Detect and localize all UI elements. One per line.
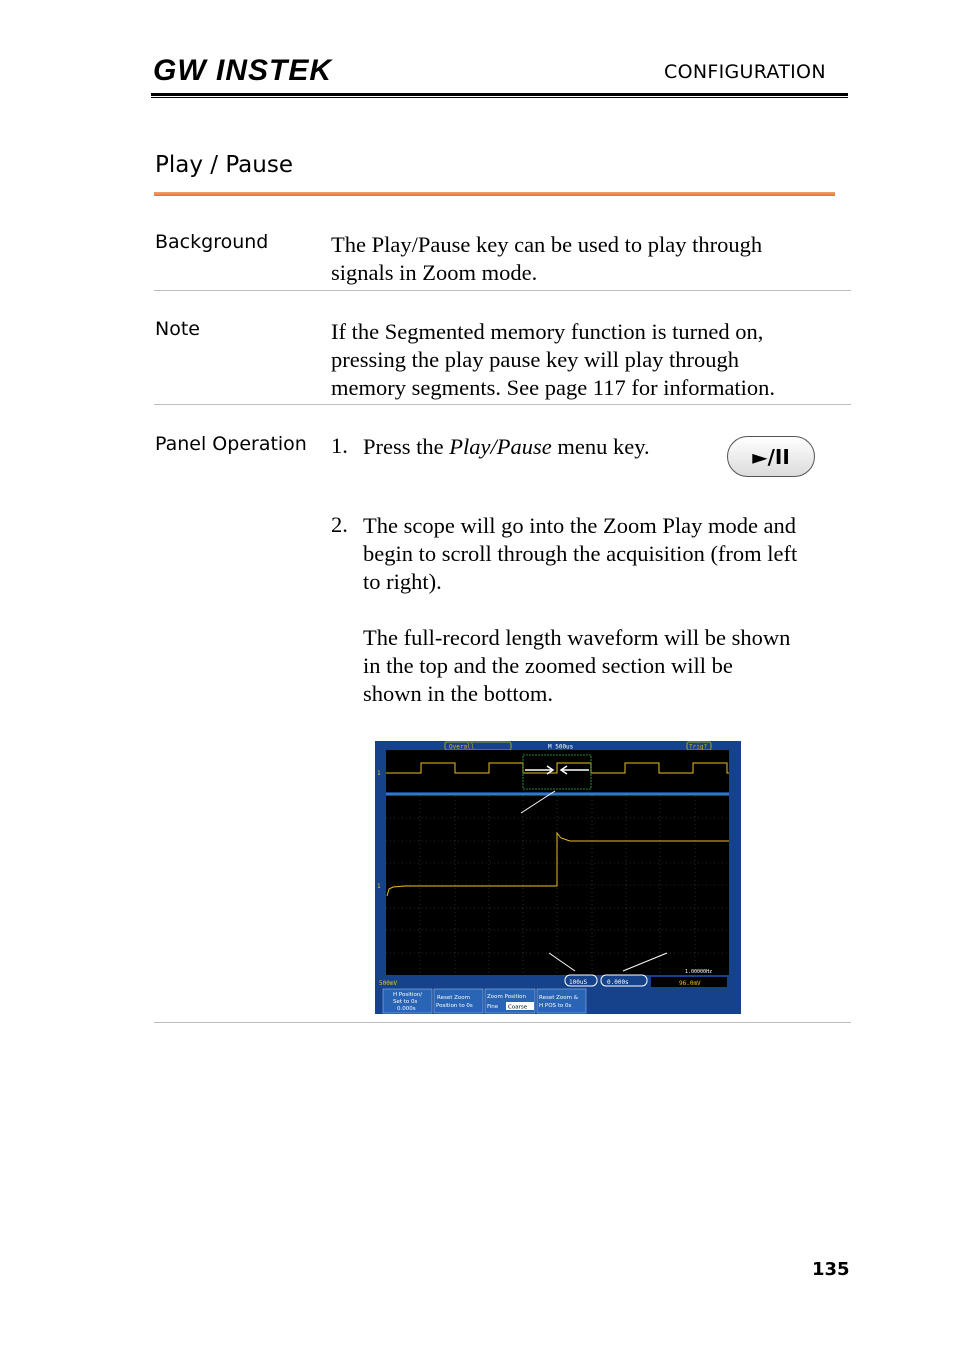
background-label: Background <box>155 231 269 253</box>
frequency-readout: 1.00000Hz <box>685 969 713 975</box>
step-1-number: 1. <box>331 433 348 458</box>
panel-operation-label: Panel Operation <box>155 433 307 455</box>
page-number: 135 <box>812 1259 850 1280</box>
title-underline <box>154 192 835 196</box>
svg-text:0.000s: 0.000s <box>397 1006 416 1012</box>
svg-text:Fine: Fine <box>487 1004 499 1010</box>
note-label: Note <box>155 318 200 340</box>
step-1-text: Press the Play/Pause menu key. <box>363 434 650 459</box>
ch1-marker-zoom: 1 <box>377 883 381 890</box>
step-2-text: The scope will go into the Zoom Play mode and begin to scroll through the acquisition (from left to right). <box>363 513 798 594</box>
zoom-position-readout: 0.000s <box>607 979 629 986</box>
note-text: If the Segmented memory function is turned on, pressing the play pause key will play through memory segments. See page 117 for information. <box>331 319 776 400</box>
svg-text:Position to 0s: Position to 0s <box>436 1003 473 1009</box>
svg-text:Zoom Position: Zoom Position <box>487 994 527 1000</box>
background-text: The Play/Pause key can be used to play through signals in Zoom mode. <box>331 232 763 285</box>
softkey-reset-zoom-position <box>434 989 483 1013</box>
play-pause-key-name: Play/Pause <box>449 434 552 459</box>
header-rule <box>151 93 848 96</box>
svg-text:Set to 0s: Set to 0s <box>393 999 418 1005</box>
row-separator <box>154 290 851 291</box>
trig-label: Trig? <box>689 743 708 751</box>
timebase-label: M 500us <box>548 743 574 751</box>
step-2-detail: The full-record length waveform will be shown in the top and the zoomed section will be shown in the bottom. <box>363 625 791 706</box>
page-title: Play / Pause <box>155 152 293 178</box>
trigger-level-readout: 96.0mV <box>679 980 701 987</box>
svg-text:Reset Zoom &: Reset Zoom & <box>539 995 579 1001</box>
svg-text:Coarse: Coarse <box>508 1004 528 1011</box>
row-separator <box>154 1022 851 1023</box>
softkey-reset-zoom-h-pos <box>537 989 586 1013</box>
svg-text:Reset Zoom: Reset Zoom <box>437 995 470 1001</box>
ch1-marker-top: 1 <box>377 770 381 777</box>
step-2-number: 2. <box>331 512 348 537</box>
ch1-volts-readout: 500mV <box>379 980 398 987</box>
oscilloscope-zoom-screenshot <box>375 741 741 1014</box>
mode-label: Overall <box>449 743 475 751</box>
play-pause-key-icon: ►/II <box>727 436 815 477</box>
gw-instek-logo: GW INSTEK <box>153 54 332 87</box>
svg-text:H POS to 0s: H POS to 0s <box>539 1003 572 1009</box>
section-heading: CONFIGURATION <box>664 61 826 83</box>
svg-text:H Position/: H Position/ <box>393 992 423 998</box>
row-separator <box>154 404 851 405</box>
zoom-timebase-readout: 100uS <box>569 979 588 986</box>
header-rule-thin <box>151 97 848 98</box>
